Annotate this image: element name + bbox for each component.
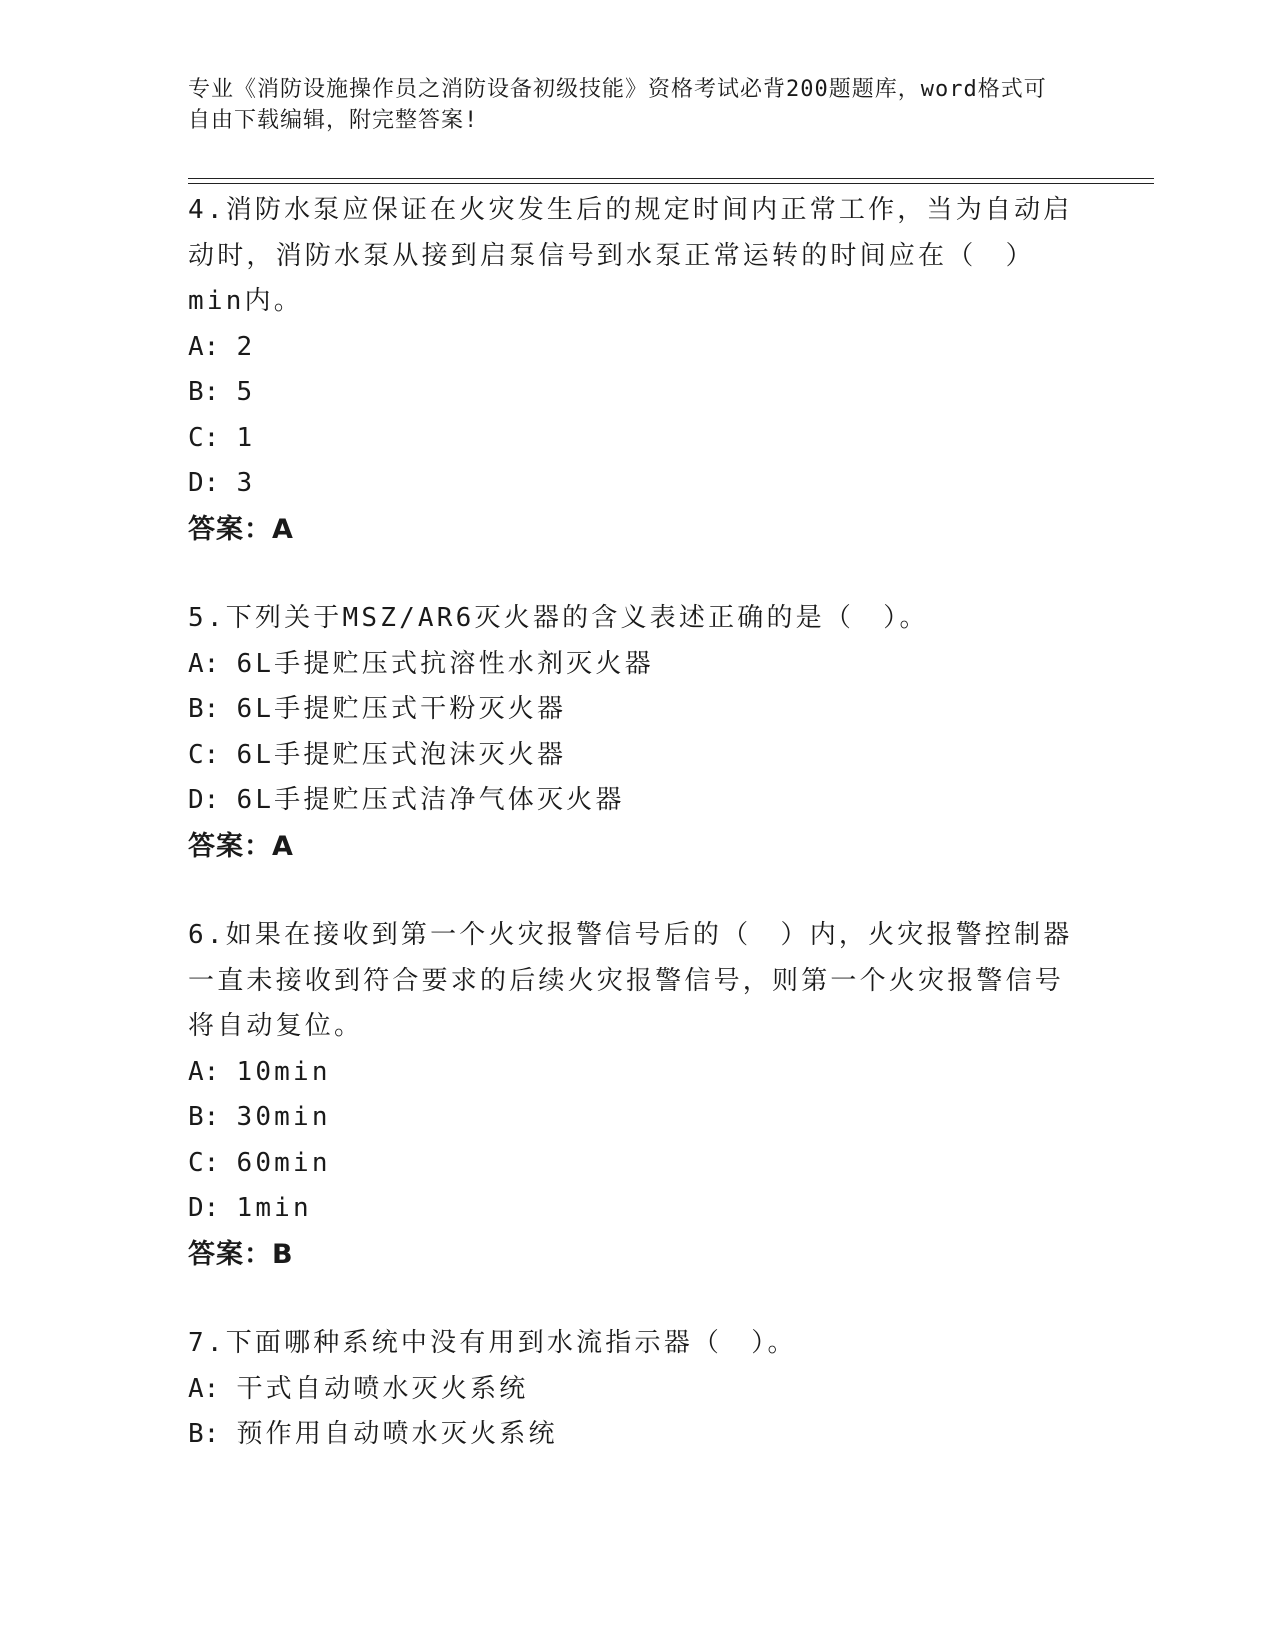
- question-item: [188, 188, 1088, 552]
- option-value: 10min: [236, 1056, 331, 1087]
- option-value: 2: [236, 331, 256, 362]
- option-a: [188, 1367, 1088, 1413]
- option-key: A:: [188, 648, 220, 679]
- question-item: [188, 596, 1088, 869]
- option-key: D:: [188, 785, 220, 815]
- option-key: C:: [188, 1147, 220, 1178]
- option-d: [188, 778, 1088, 824]
- option-value: 5: [236, 377, 256, 407]
- option-b: [188, 370, 1088, 416]
- option-value: 3: [236, 468, 256, 498]
- document-header: 专业《消防设施操作员之消防设备初级技能》资格考试必背200题题库，word格式可自由下载编辑，附完整答案!: [188, 77, 1047, 133]
- option-a: [188, 1050, 1088, 1096]
- question-text: 4.消防水泵应保证在火灾发生后的规定时间内正常工作，当为自动启动时，消防水泵从接到启泵信号到水泵正常运转的时间应在（ ）min内。: [188, 195, 1073, 316]
- option-c: [188, 733, 1088, 779]
- option-value: 60min: [236, 1147, 331, 1178]
- option-value: 6L手提贮压式抗溶性水剂灭火器: [236, 648, 654, 679]
- option-key: D:: [188, 1193, 220, 1223]
- question-item: [188, 1321, 1088, 1458]
- option-d: [188, 1186, 1088, 1232]
- option-value: 30min: [236, 1102, 331, 1132]
- option-key: A:: [188, 331, 220, 362]
- option-d: [188, 461, 1088, 507]
- option-key: A:: [188, 1373, 220, 1404]
- question-item: [188, 913, 1088, 1277]
- option-value: 6L手提贮压式干粉灭火器: [236, 694, 567, 724]
- header-divider-bottom: [188, 183, 1154, 184]
- option-a: [188, 325, 1088, 371]
- option-value: 6L手提贮压式泡沫灭火器: [236, 739, 567, 770]
- header-divider-top: [188, 178, 1154, 179]
- question-text: 7.下面哪种系统中没有用到水流指示器（ ）。: [188, 1328, 797, 1358]
- option-c: [188, 416, 1088, 462]
- answer-text: 答案：A: [188, 513, 294, 545]
- option-key: B:: [188, 1102, 220, 1132]
- option-c: [188, 1141, 1088, 1187]
- option-b: [188, 1095, 1088, 1141]
- option-b: [188, 1412, 1088, 1458]
- option-key: C:: [188, 739, 220, 770]
- option-b: [188, 687, 1088, 733]
- option-a: [188, 642, 1088, 688]
- option-key: A:: [188, 1056, 220, 1087]
- option-key: B:: [188, 1419, 220, 1449]
- answer-text: 答案：B: [188, 1238, 294, 1270]
- option-key: B:: [188, 377, 220, 407]
- option-value: 1min: [236, 1193, 312, 1223]
- answer-text: 答案：A: [188, 830, 294, 862]
- question-text: 5.下列关于MSZ/AR6灭火器的含义表述正确的是（ ）。: [188, 603, 929, 633]
- option-key: D:: [188, 468, 220, 498]
- question-list: [188, 188, 1088, 1502]
- option-key: C:: [188, 422, 220, 453]
- question-text: 6.如果在接收到第一个火灾报警信号后的（ ）内，火灾报警控制器一直未接收到符合要求的后续火灾报警信号，则第一个火灾报警信号将自动复位。: [188, 920, 1073, 1041]
- option-value: 6L手提贮压式洁净气体灭火器: [236, 785, 625, 815]
- option-value: 1: [236, 422, 256, 453]
- option-key: B:: [188, 694, 220, 724]
- option-value: 预作用自动喷水灭火系统: [236, 1419, 558, 1449]
- option-value: 干式自动喷水灭火系统: [236, 1373, 529, 1404]
